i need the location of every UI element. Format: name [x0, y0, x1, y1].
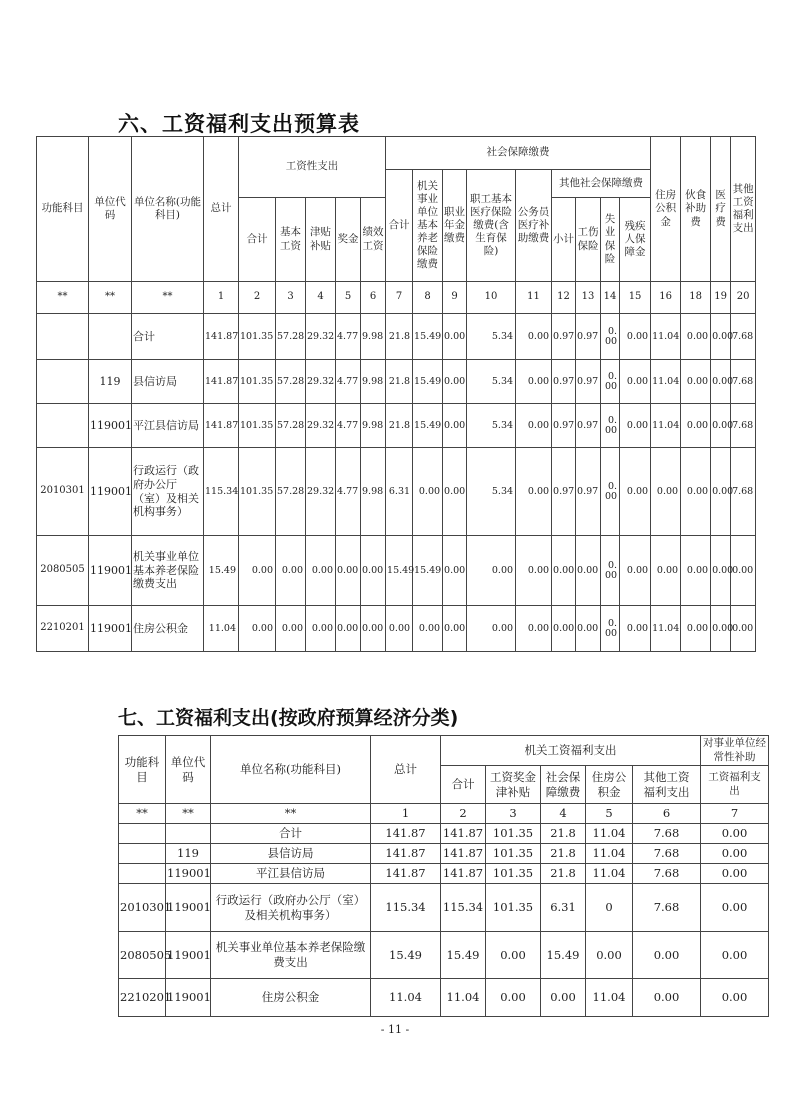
- value-cell: 11.04: [586, 864, 633, 884]
- value-cell: 0.00: [711, 360, 731, 404]
- value-cell: 0.00: [620, 314, 651, 360]
- value-cell: 141.87: [204, 360, 239, 404]
- value-cell: 0.00: [413, 606, 443, 652]
- value-cell: 0.00: [541, 979, 586, 1017]
- func-subject-cell: 2080505: [119, 932, 166, 979]
- value-cell: 5.34: [467, 314, 516, 360]
- value-cell: 0.00: [276, 606, 306, 652]
- value-cell: 0.00: [681, 314, 711, 360]
- header-bonus: 奖金: [336, 198, 361, 282]
- header-civil-medical: 公务员医疗补助缴费: [516, 170, 552, 282]
- value-cell: 9.98: [361, 404, 386, 448]
- value-cell: 0.00: [601, 314, 620, 360]
- value-cell: 0.00: [443, 404, 467, 448]
- func-subject-cell: 2010301: [37, 448, 89, 536]
- value-cell: 0.00: [443, 606, 467, 652]
- value-cell: 0.00: [711, 536, 731, 606]
- unit-code-cell: 119001: [166, 932, 211, 979]
- t2-header-org-group: 机关工资福利支出: [441, 736, 701, 766]
- value-cell: 5.34: [467, 404, 516, 448]
- value-cell: 21.8: [386, 360, 413, 404]
- value-cell: 0: [586, 884, 633, 932]
- value-cell: 101.35: [239, 404, 276, 448]
- header-disability: 残疾人保障金: [620, 198, 651, 282]
- func-subject-cell: [37, 360, 89, 404]
- value-cell: 101.35: [486, 864, 541, 884]
- value-cell: 0.00: [633, 932, 701, 979]
- t2-header-unit-name: 单位名称(功能科目): [211, 736, 371, 804]
- header-wage-group: 工资性支出: [239, 137, 386, 198]
- page-number: - 11 -: [380, 1023, 410, 1036]
- value-cell: 15.49: [371, 932, 441, 979]
- value-cell: 11.04: [651, 404, 681, 448]
- index-cell: **: [211, 804, 371, 824]
- index-row: [37, 282, 756, 314]
- value-cell: 15.49: [441, 932, 486, 979]
- value-cell: 57.28: [276, 314, 306, 360]
- value-cell: 141.87: [204, 314, 239, 360]
- value-cell: 4.77: [336, 360, 361, 404]
- value-cell: 0.00: [633, 979, 701, 1017]
- table-row: [119, 864, 769, 884]
- unit-name-cell: 机关事业单位基本养老保险缴费支出: [132, 536, 204, 606]
- table2-title: 七、工资福利支出(按政府预算经济分类): [118, 707, 459, 729]
- header-other-welfare: 其他工资福利支出: [731, 137, 756, 282]
- value-cell: 101.35: [486, 884, 541, 932]
- func-subject-cell: [119, 824, 166, 844]
- value-cell: 11.04: [371, 979, 441, 1017]
- unit-code-cell: 119: [89, 360, 132, 404]
- index-cell: 2: [239, 282, 276, 314]
- value-cell: 0.00: [467, 536, 516, 606]
- value-cell: 4.77: [336, 404, 361, 448]
- func-subject-cell: 2210201: [119, 979, 166, 1017]
- unit-name-cell: 住房公积金: [132, 606, 204, 652]
- value-cell: 141.87: [441, 824, 486, 844]
- header-social-group: 社会保障缴费: [386, 137, 651, 170]
- value-cell: 0.97: [576, 404, 601, 448]
- value-cell: 0.00: [413, 448, 443, 536]
- value-cell: 21.8: [386, 314, 413, 360]
- table-row: [37, 314, 756, 360]
- t2-header-inst-welfare: 工资福利支出: [701, 766, 769, 804]
- value-cell: 0.00: [306, 536, 336, 606]
- value-cell: 0.00: [681, 606, 711, 652]
- value-cell: 0.00: [467, 606, 516, 652]
- table-row: [119, 824, 769, 844]
- value-cell: 141.87: [204, 404, 239, 448]
- unit-name-cell: 县信访局: [211, 844, 371, 864]
- value-cell: 11.04: [651, 360, 681, 404]
- value-cell: 0.00: [443, 536, 467, 606]
- table-row: [37, 536, 756, 606]
- header-injury: 工伤保险: [576, 198, 601, 282]
- table-row: [119, 979, 769, 1017]
- value-cell: 11.04: [441, 979, 486, 1017]
- value-cell: 21.8: [386, 404, 413, 448]
- index-cell: 15: [620, 282, 651, 314]
- index-cell: 3: [486, 804, 541, 824]
- value-cell: 7.68: [731, 360, 756, 404]
- index-cell: 3: [276, 282, 306, 314]
- value-cell: 0.00: [601, 606, 620, 652]
- value-cell: 0.00: [336, 536, 361, 606]
- value-cell: 0.00: [516, 448, 552, 536]
- index-cell: 16: [651, 282, 681, 314]
- value-cell: 0.00: [336, 606, 361, 652]
- value-cell: 9.98: [361, 448, 386, 536]
- unit-name-cell: 平江县信访局: [211, 864, 371, 884]
- t2-header-inst-group: 对事业单位经常性补助: [701, 736, 769, 766]
- value-cell: 115.34: [441, 884, 486, 932]
- table-row: [37, 404, 756, 448]
- value-cell: 0.00: [620, 404, 651, 448]
- value-cell: 0.00: [701, 979, 769, 1017]
- value-cell: 0.00: [586, 932, 633, 979]
- value-cell: 0.00: [711, 448, 731, 536]
- value-cell: 0.00: [601, 448, 620, 536]
- value-cell: 0.00: [443, 314, 467, 360]
- unit-name-cell: 机关事业单位基本养老保险缴费支出: [211, 932, 371, 979]
- value-cell: 0.97: [552, 360, 576, 404]
- value-cell: 7.68: [731, 404, 756, 448]
- unit-name-cell: 合计: [132, 314, 204, 360]
- header-annuity: 职业年金缴费: [443, 170, 467, 282]
- header-basic-wage: 基本工资: [276, 198, 306, 282]
- index-cell: 6: [361, 282, 386, 314]
- value-cell: 6.31: [386, 448, 413, 536]
- value-cell: 115.34: [204, 448, 239, 536]
- value-cell: 0.00: [711, 606, 731, 652]
- value-cell: 101.35: [486, 824, 541, 844]
- func-subject-cell: [119, 864, 166, 884]
- header-housing-fund: 住房公积金: [651, 137, 681, 282]
- value-cell: 7.68: [633, 864, 701, 884]
- unit-code-cell: 119001: [166, 864, 211, 884]
- value-cell: 6.31: [541, 884, 586, 932]
- value-cell: 0.00: [306, 606, 336, 652]
- value-cell: 57.28: [276, 448, 306, 536]
- value-cell: 0.00: [486, 932, 541, 979]
- value-cell: 0.00: [516, 606, 552, 652]
- header-func-subject: 功能科目: [37, 137, 89, 282]
- index-cell: **: [132, 282, 204, 314]
- value-cell: 0.00: [681, 536, 711, 606]
- value-cell: 101.35: [486, 844, 541, 864]
- value-cell: 0.00: [552, 536, 576, 606]
- unit-code-cell: 119001: [166, 884, 211, 932]
- value-cell: 0.00: [552, 606, 576, 652]
- header-wage-sum: 合计: [239, 198, 276, 282]
- index-cell: 5: [336, 282, 361, 314]
- value-cell: 11.04: [586, 824, 633, 844]
- value-cell: 0.00: [516, 314, 552, 360]
- value-cell: 141.87: [371, 824, 441, 844]
- table-row: [119, 884, 769, 932]
- value-cell: 0.00: [386, 606, 413, 652]
- value-cell: 0.00: [620, 360, 651, 404]
- value-cell: 29.32: [306, 448, 336, 536]
- header-social-sum: 合计: [386, 170, 413, 282]
- index-cell: 4: [541, 804, 586, 824]
- value-cell: 0.00: [731, 536, 756, 606]
- value-cell: 57.28: [276, 404, 306, 448]
- header-merit-pay: 绩效工资: [361, 198, 386, 282]
- value-cell: 7.68: [731, 314, 756, 360]
- table-row: [37, 360, 756, 404]
- value-cell: 0.00: [701, 932, 769, 979]
- value-cell: 0.97: [576, 448, 601, 536]
- unit-name-cell: 合计: [211, 824, 371, 844]
- value-cell: 0.00: [361, 606, 386, 652]
- unit-code-cell: 119001: [89, 606, 132, 652]
- value-cell: 4.77: [336, 314, 361, 360]
- value-cell: 101.35: [239, 448, 276, 536]
- value-cell: 0.00: [601, 360, 620, 404]
- value-cell: 141.87: [441, 864, 486, 884]
- value-cell: 0.00: [731, 606, 756, 652]
- value-cell: 15.49: [413, 536, 443, 606]
- value-cell: 0.00: [620, 448, 651, 536]
- header-unit-name: 单位名称(功能科目): [132, 137, 204, 282]
- header-medical: 职工基本医疗保险缴费(含生育保险): [467, 170, 516, 282]
- t2-header-wage-bonus: 工资奖金津补贴: [486, 766, 541, 804]
- index-cell: 5: [586, 804, 633, 824]
- t2-header-func-subject: 功能科目: [119, 736, 166, 804]
- header-allowance: 津贴补贴: [306, 198, 336, 282]
- table1-title: 六、工资福利支出预算表: [118, 112, 360, 136]
- index-cell: 13: [576, 282, 601, 314]
- header-unemployment: 失业保险: [601, 198, 620, 282]
- value-cell: 0.00: [620, 606, 651, 652]
- value-cell: 29.32: [306, 314, 336, 360]
- value-cell: 11.04: [651, 314, 681, 360]
- index-cell: **: [89, 282, 132, 314]
- header-meal-subsidy: 伙食补助费: [681, 137, 711, 282]
- value-cell: 0.00: [276, 536, 306, 606]
- value-cell: 7.68: [633, 884, 701, 932]
- value-cell: 0.97: [552, 448, 576, 536]
- header-total: 总计: [204, 137, 239, 282]
- value-cell: 0.00: [711, 404, 731, 448]
- value-cell: 0.00: [361, 536, 386, 606]
- value-cell: 21.8: [541, 844, 586, 864]
- t2-header-housing: 住房公积金: [586, 766, 633, 804]
- value-cell: 15.49: [541, 932, 586, 979]
- value-cell: 141.87: [371, 864, 441, 884]
- value-cell: 0.97: [576, 360, 601, 404]
- index-cell: **: [166, 804, 211, 824]
- index-cell: **: [119, 804, 166, 824]
- value-cell: 115.34: [371, 884, 441, 932]
- index-cell: 8: [413, 282, 443, 314]
- value-cell: 0.00: [516, 360, 552, 404]
- value-cell: 11.04: [651, 606, 681, 652]
- value-cell: 0.97: [576, 314, 601, 360]
- value-cell: 0.00: [681, 404, 711, 448]
- index-cell: 12: [552, 282, 576, 314]
- value-cell: 0.00: [443, 360, 467, 404]
- value-cell: 101.35: [239, 360, 276, 404]
- unit-code-cell: 119001: [89, 448, 132, 536]
- t2-header-total: 总计: [371, 736, 441, 804]
- value-cell: 21.8: [541, 824, 586, 844]
- index-cell: 10: [467, 282, 516, 314]
- value-cell: 0.00: [516, 404, 552, 448]
- func-subject-cell: [37, 404, 89, 448]
- func-subject-cell: 2210201: [37, 606, 89, 652]
- value-cell: 0.97: [552, 314, 576, 360]
- table-row: [119, 932, 769, 979]
- value-cell: 0.00: [711, 314, 731, 360]
- value-cell: 0.00: [516, 536, 552, 606]
- index-cell: 7: [701, 804, 769, 824]
- value-cell: 0.00: [239, 606, 276, 652]
- value-cell: 0.00: [651, 536, 681, 606]
- value-cell: 57.28: [276, 360, 306, 404]
- value-cell: 15.49: [413, 314, 443, 360]
- value-cell: 0.00: [701, 824, 769, 844]
- header-unit-code: 单位代码: [89, 137, 132, 282]
- unit-code-cell: [166, 824, 211, 844]
- value-cell: 0.00: [651, 448, 681, 536]
- value-cell: 15.49: [413, 360, 443, 404]
- value-cell: 15.49: [413, 404, 443, 448]
- value-cell: 0.97: [552, 404, 576, 448]
- table-row: [37, 448, 756, 536]
- unit-code-cell: 119: [166, 844, 211, 864]
- value-cell: 21.8: [541, 864, 586, 884]
- index-cell: 14: [601, 282, 620, 314]
- t2-header-social: 社会保障缴费: [541, 766, 586, 804]
- value-cell: 15.49: [386, 536, 413, 606]
- value-cell: 0.00: [701, 864, 769, 884]
- value-cell: 15.49: [204, 536, 239, 606]
- index-cell: 2: [441, 804, 486, 824]
- index-cell: **: [37, 282, 89, 314]
- t2-header-other: 其他工资福利支出: [633, 766, 701, 804]
- value-cell: 141.87: [371, 844, 441, 864]
- value-cell: 101.35: [239, 314, 276, 360]
- value-cell: 7.68: [633, 824, 701, 844]
- value-cell: 0.00: [681, 360, 711, 404]
- value-cell: 0.00: [601, 536, 620, 606]
- header-pension: 机关事业单位基本养老保险缴费: [413, 170, 443, 282]
- index-cell: 9: [443, 282, 467, 314]
- value-cell: 5.34: [467, 360, 516, 404]
- value-cell: 0.00: [576, 606, 601, 652]
- func-subject-cell: [37, 314, 89, 360]
- value-cell: 11.04: [586, 844, 633, 864]
- value-cell: 0.00: [239, 536, 276, 606]
- value-cell: 141.87: [441, 844, 486, 864]
- unit-name-cell: 行政运行（政府办公厅（室）及相关机构事务）: [211, 884, 371, 932]
- value-cell: 29.32: [306, 360, 336, 404]
- index-cell: 19: [711, 282, 731, 314]
- header-medical-fee: 医疗费: [711, 137, 731, 282]
- index-cell: 1: [371, 804, 441, 824]
- unit-code-cell: 119001: [166, 979, 211, 1017]
- value-cell: 7.68: [633, 844, 701, 864]
- index-cell: 11: [516, 282, 552, 314]
- header-other-social-group: 其他社会保障缴费: [552, 170, 651, 198]
- value-cell: 0.00: [701, 844, 769, 864]
- t2-header-unit-code: 单位代码: [166, 736, 211, 804]
- t2-index-row: [119, 804, 769, 824]
- table-row: [37, 606, 756, 652]
- value-cell: 29.32: [306, 404, 336, 448]
- t2-header-sum: 合计: [441, 766, 486, 804]
- value-cell: 0.00: [701, 884, 769, 932]
- header-subtotal: 小计: [552, 198, 576, 282]
- unit-code-cell: [89, 314, 132, 360]
- index-cell: 7: [386, 282, 413, 314]
- value-cell: 0.00: [681, 448, 711, 536]
- value-cell: 4.77: [336, 448, 361, 536]
- index-cell: 1: [204, 282, 239, 314]
- unit-name-cell: 住房公积金: [211, 979, 371, 1017]
- value-cell: 9.98: [361, 360, 386, 404]
- value-cell: 11.04: [204, 606, 239, 652]
- value-cell: 0.00: [620, 536, 651, 606]
- value-cell: 0.00: [486, 979, 541, 1017]
- unit-name-cell: 县信访局: [132, 360, 204, 404]
- table-row: [119, 844, 769, 864]
- unit-code-cell: 119001: [89, 404, 132, 448]
- unit-code-cell: 119001: [89, 536, 132, 606]
- wage-welfare-budget-table: [36, 136, 756, 652]
- index-cell: 18: [681, 282, 711, 314]
- value-cell: 7.68: [731, 448, 756, 536]
- func-subject-cell: 2080505: [37, 536, 89, 606]
- func-subject-cell: [119, 844, 166, 864]
- wage-welfare-economic-class-table: [118, 735, 769, 1017]
- value-cell: 9.98: [361, 314, 386, 360]
- value-cell: 0.00: [443, 448, 467, 536]
- index-cell: 20: [731, 282, 756, 314]
- value-cell: 5.34: [467, 448, 516, 536]
- value-cell: 0.00: [601, 404, 620, 448]
- index-cell: 6: [633, 804, 701, 824]
- value-cell: 11.04: [586, 979, 633, 1017]
- unit-name-cell: 平江县信访局: [132, 404, 204, 448]
- value-cell: 0.00: [576, 536, 601, 606]
- func-subject-cell: 2010301: [119, 884, 166, 932]
- index-cell: 4: [306, 282, 336, 314]
- unit-name-cell: 行政运行（政府办公厅（室）及相关机构事务）: [132, 448, 204, 536]
